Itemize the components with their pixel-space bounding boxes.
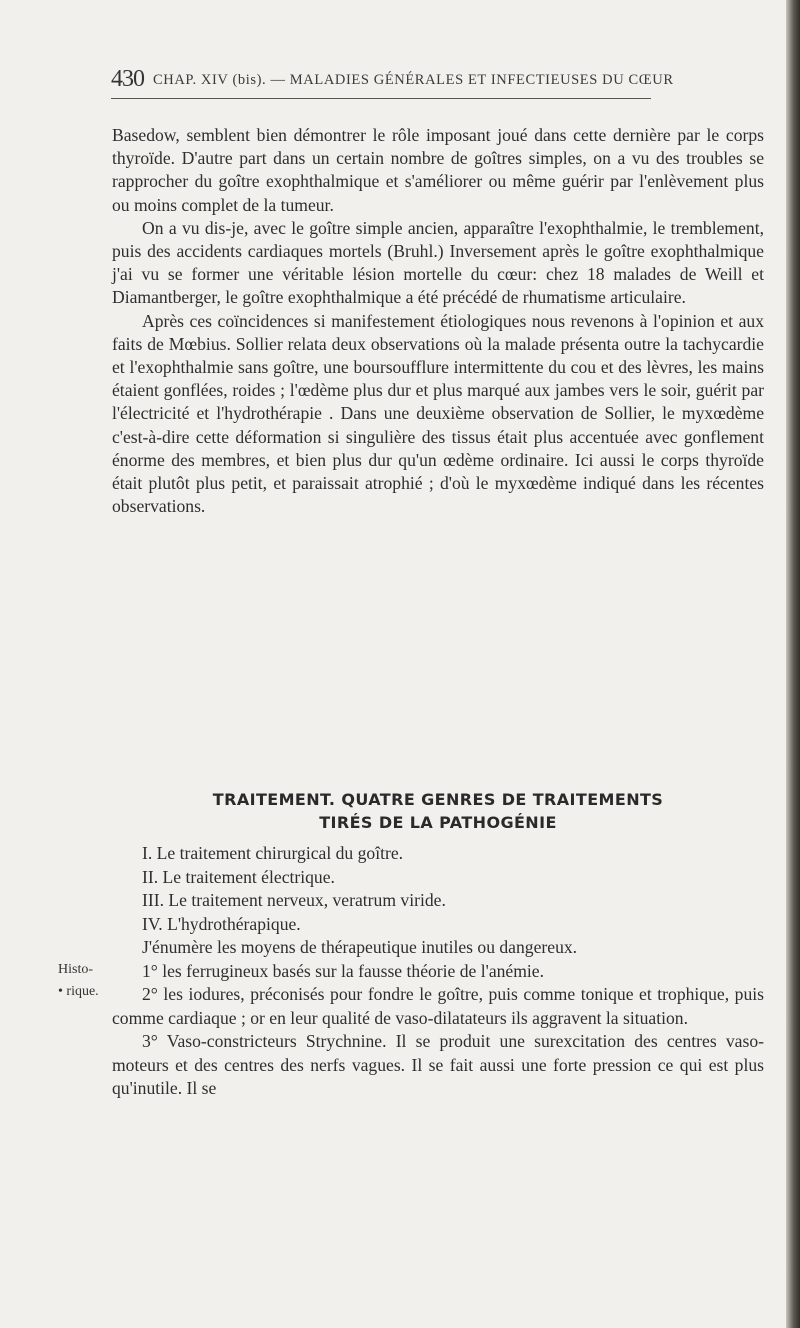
section-heading-line: TRAITEMENT. QUATRE GENRES DE TRAITEMENTS	[212, 790, 664, 809]
paragraph: On a vu dis-je, avec le goître simple ancien, apparaître l'exophthalmie, le tremblement, puis des accidents cardiaques mortels (Bruhl.) Inversement après le goître exophthalmique j'ai vu se former une véritable lésion mortelle du cœur: chez 18 malades de Weill et Diamantberger, le goître exophthalmique a été précédé de rhumatisme articulaire.	[112, 217, 764, 308]
list-item: IV. L'hydrothérapique.	[142, 913, 301, 934]
body-text	[112, 124, 764, 518]
page-number: 430	[111, 66, 144, 92]
paragraph: Basedow, semblent bien démontrer le rôle imposant joué dans cette dernière par le corps thyroïde. D'autre part dans un certain nombre de goîtres simples, on a vu des troubles se rapprocher du goître exophthalmique et s'améliorer ou même guérir par l'enlèvement plus ou moins complet de la tumeur.	[112, 125, 764, 215]
margin-note-line: • rique.	[58, 984, 99, 999]
paragraph: 3° Vaso-constricteurs Strychnine. Il se produit une surexcitation des centres vaso-moteurs et des centres des nerfs vagues. Il se fait aussi une forte pression ce qui est plus qu'inutile. Il se	[112, 1031, 764, 1098]
list-item: II. Le traitement électrique.	[142, 866, 335, 887]
margin-note-line: Histo-	[58, 962, 93, 977]
running-title: CHAP. XIV (bis). — MALADIES GÉNÉRALES ET INFECTIEUSES DU CŒUR	[153, 72, 674, 88]
section-heading	[112, 788, 764, 834]
list-item: III. Le traitement nerveux, veratrum viride.	[142, 890, 446, 910]
paragraph: Après ces coïncidences si manifestement étiologiques nous revenons à l'opinion et aux faits de Mœbius. Sollier relata deux observations où la malade présenta outre la tachycardie et l'exophthalmie sans goître, une boursoufflure intermittente du cou et des lèvres, les mains étaient gonflées, roides ; l'œdème plus dur et plus marqué aux jambes vers le soir, guérit par l'électricité et l'hydrothérapie . Dans une deuxième observation de Sollier, le myxœdème c'est-à-dire cette déformation si singulière des tissus était plus accentuée avec gonflement énorme des membres, et bien plus dur qu'un œdème ordinaire. Ici aussi le corps thyroïde était plutôt plus petit, et paraissait atrophié ; d'où le myxœdème indiqué dans les récentes observations.	[112, 310, 764, 517]
header-rule	[111, 98, 651, 99]
paragraph: J'énumère les moyens de thérapeutique inutiles ou dangereux.	[142, 937, 578, 957]
section-heading-line: TIRÉS DE LA PATHOGÉNIE	[319, 813, 557, 832]
paragraph: 1° les ferrugineux basés sur la fausse théorie de l'anémie.	[142, 960, 545, 981]
treatment-list	[112, 842, 764, 1101]
book-binding-edge	[786, 0, 800, 1328]
page-header	[111, 66, 800, 96]
paragraph: 2° les iodures, préconisés pour fondre le goître, puis comme tonique et trophique, puis comme cardiaque ; or en leur qualité de vaso-dilatateurs ils aggravent la situation.	[112, 984, 764, 1028]
margin-note	[58, 959, 99, 1003]
list-item: I. Le traitement chirurgical du goître.	[142, 843, 404, 863]
